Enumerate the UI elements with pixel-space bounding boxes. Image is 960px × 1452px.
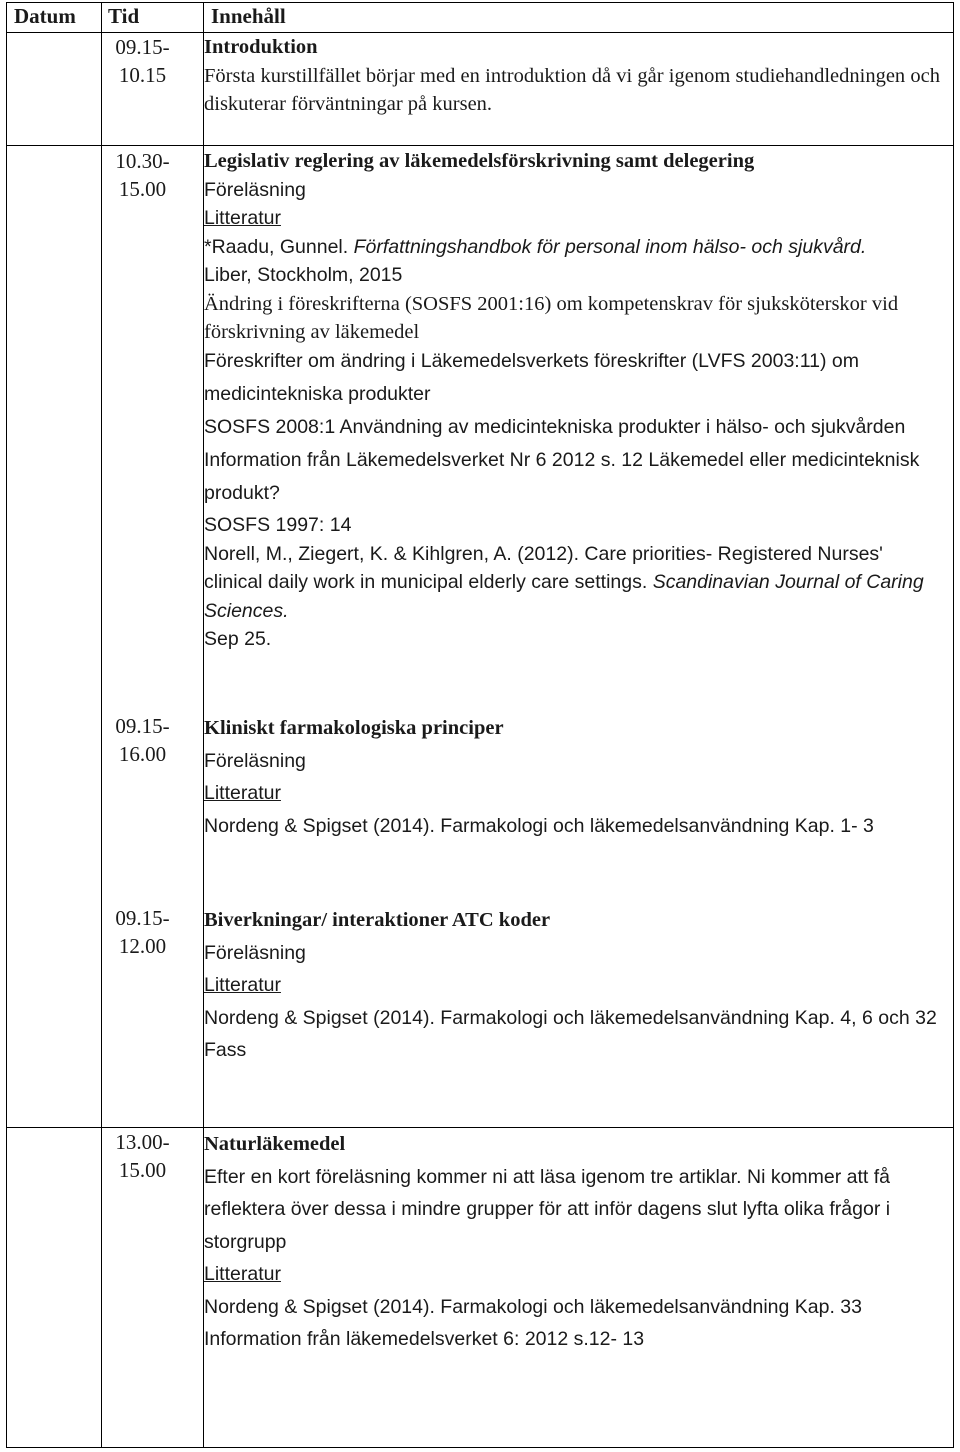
time-slot-4 <box>89 904 196 960</box>
time-end: 15.00 <box>118 1158 167 1182</box>
reference-raadu <box>204 233 940 262</box>
session-format: Föreläsning <box>204 178 306 201</box>
reference-author: *Raadu, Gunnel. <box>204 235 354 258</box>
literature-label: Litteratur <box>204 1263 281 1285</box>
reference-lakemedelsverket: Information från läkemedelsverket 6: 2012 s.12- 13 <box>204 1328 645 1350</box>
reference-norell <box>204 540 940 626</box>
row-introduktion <box>204 33 940 119</box>
reference-sosfs-2001: Ändring i föreskrifterna (SOSFS 2001:16) om kompetenskrav för sjuksköterskor vid förskrivning av läkemedel <box>204 292 899 343</box>
session-title: Legislativ reglering av läkemedelsförskrivning samt delegering <box>204 150 755 172</box>
time-end: 12.00 <box>118 934 167 958</box>
time-start: 09.15- <box>115 35 170 59</box>
time-start: 09.15- <box>115 714 170 738</box>
time-start: 10.30- <box>115 149 170 173</box>
time-start: 09.15- <box>115 906 170 930</box>
time-end: 15.00 <box>118 177 167 201</box>
session-format: Föreläsning <box>204 749 306 772</box>
header-tid: Tid <box>108 4 140 28</box>
literature-label: Litteratur <box>204 782 281 804</box>
reference-fass: Fass <box>204 1039 247 1061</box>
literature-label: Litteratur <box>204 207 281 229</box>
row-naturlakemedel <box>204 1128 940 1356</box>
session-format: Föreläsning <box>204 941 306 964</box>
session-title: Kliniskt farmakologiska principer <box>204 717 504 739</box>
time-slot-5 <box>89 1128 196 1184</box>
literature-label: Litteratur <box>204 974 281 996</box>
reference-sosfs-2008: SOSFS 2008:1 Användning av medicintekniska produkter i hälso- och sjukvården <box>204 415 906 438</box>
reference-nordeng: Nordeng & Spigset (2014). Farmakologi och läkemedelsanvändning Kap. 4, 6 och 32 <box>204 1006 937 1029</box>
time-slot-2 <box>89 147 196 203</box>
session-title: Biverkningar/ interaktioner ATC koder <box>204 909 551 931</box>
reference-lakemedelsverket: Information från Läkemedelsverket Nr 6 2012 s. 12 Läkemedel eller medicinteknisk produkt? <box>204 448 920 504</box>
reference-lvfs: Föreskrifter om ändring i Läkemedelsverkets föreskrifter (LVFS 2003:11) om medicintekniska produkter <box>204 349 859 405</box>
row-biverkningar <box>204 904 940 1067</box>
reference-journal: Scandinavian Journal of Caring Sciences. <box>204 571 924 622</box>
time-slot-1 <box>89 33 196 89</box>
reference-publisher: Liber, Stockholm, 2015 <box>204 264 403 286</box>
header-innehall: Innehåll <box>211 4 286 28</box>
reference-main: Norell, M., Ziegert, K. & Kihlgren, A. (2012). Care priorities- Registered Nurses' clinical daily work in municipal elderly care settings. <box>204 542 883 593</box>
time-slot-3 <box>89 712 196 768</box>
time-start: 13.00- <box>115 1130 170 1154</box>
row-divider <box>7 145 953 146</box>
header-datum: Datum <box>14 4 76 28</box>
session-description: Efter en kort föreläsning kommer ni att läsa igenom tre artiklar. Ni kommer att få reflektera över dessa i mindre grupper för att inför dagens slut lyfta olika frågor i storgrupp <box>204 1165 891 1253</box>
reference-date: Sep 25. <box>204 628 272 650</box>
reference-sosfs-1997: SOSFS 1997: 14 <box>204 513 352 536</box>
reference-nordeng: Nordeng & Spigset (2014). Farmakologi och läkemedelsanvändning Kap. 1- 3 <box>204 814 874 837</box>
session-description: Första kurstillfället börjar med en introduktion då vi går igenom studiehandledningen och diskuterar förväntningar på kursen. <box>204 64 940 115</box>
session-title: Naturläkemedel <box>204 1133 346 1155</box>
reference-title: Författningshandbok för personal inom hälso- och sjukvård. <box>353 235 867 258</box>
session-title: Introduktion <box>204 36 318 58</box>
row-legislativ <box>204 147 940 654</box>
time-end: 10.15 <box>118 63 167 87</box>
row-farmakologiska <box>204 712 940 842</box>
time-end: 16.00 <box>118 742 167 766</box>
reference-nordeng: Nordeng & Spigset (2014). Farmakologi och läkemedelsanvändning Kap. 33 <box>204 1295 862 1318</box>
